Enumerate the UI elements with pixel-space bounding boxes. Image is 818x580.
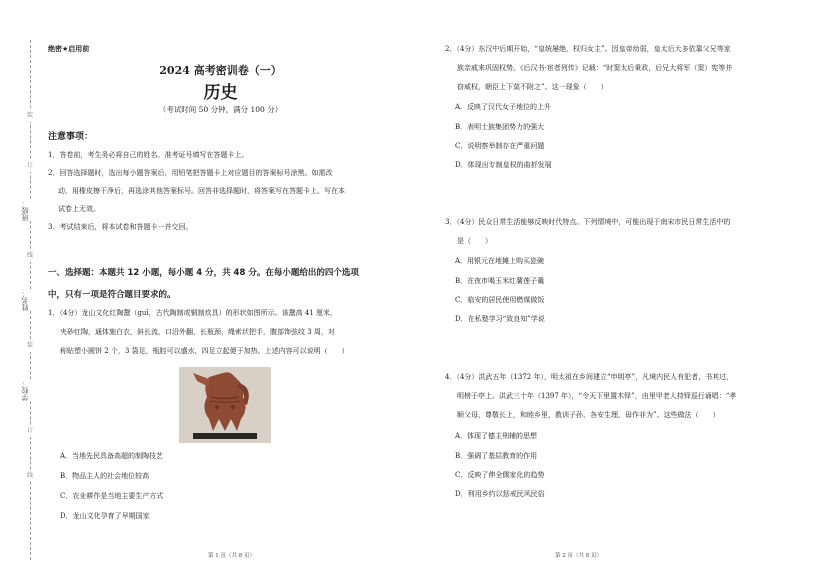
option-a: A．用银元在地摊上购买瓷碗 bbox=[455, 257, 545, 265]
question-line: 窃威权，朝臣上下莫不附之”。这一现象（ ） bbox=[457, 83, 608, 91]
question-line: 是（ ） bbox=[457, 237, 492, 245]
option-b: B．表明士族集团势力的强大 bbox=[455, 123, 545, 131]
section-heading-line: 一、选择题：本题共 12 小题，每小题 4 分，共 48 分。在每小题给出的四个选项 bbox=[48, 268, 359, 278]
seal-char: 装 bbox=[24, 340, 36, 352]
name-label: 姓名： bbox=[18, 290, 32, 311]
question-2-stem bbox=[445, 40, 785, 97]
option-b: B．在夜市喝玉米红薯莲子羹 bbox=[455, 277, 545, 285]
subject-title: 历史 bbox=[203, 83, 238, 103]
option-d: D．龙山文化孕育了早期国家 bbox=[60, 512, 150, 520]
option-c: C．临安的居民使用燃煤做饭 bbox=[455, 296, 545, 304]
question-1-stem bbox=[48, 304, 388, 361]
option-d: D．体现出专制皇权的曲折发展 bbox=[455, 161, 552, 169]
school-label: 学校： bbox=[18, 380, 32, 401]
notice-item: 2．回答选择题时，选出每小题答案后，用铅笔把答题卡上对应题目的答案标号涂黑。如需改 bbox=[48, 169, 333, 177]
exam-info: （考试时间 50 分钟，满分 100 分） bbox=[158, 105, 283, 114]
notice-heading: 注意事项： bbox=[48, 132, 94, 142]
class-label: 班级： bbox=[18, 200, 32, 221]
seal-char: 装 bbox=[24, 110, 36, 122]
page-number: 第 2 页（共 8 页） bbox=[555, 553, 602, 559]
notice-item: 动，用橡皮擦干净后，再选涂其他答案标号。回答非选择题时，将答案写在答题卡上。写在本 bbox=[58, 187, 345, 195]
seal-char: 订 bbox=[24, 425, 36, 437]
option-b: B．物品主人的社会地位较高 bbox=[60, 472, 150, 480]
option-a: A．当地先民具备高超的制陶技艺 bbox=[60, 452, 164, 460]
question-line: 1．（4分）龙山文化红陶鬶（guī，古代陶制或铜制炊具）的形状如图所示。该鬶高 41 厘米， bbox=[48, 309, 337, 317]
option-a: A．体现了德主刑辅的思想 bbox=[455, 432, 538, 440]
question-4-stem bbox=[445, 368, 785, 425]
question-3-stem bbox=[445, 213, 785, 251]
notice-item: 1．答卷前，考生务必将自己的姓名、准考证号填写在答题卡上。 bbox=[48, 151, 249, 159]
pottery-vessel-image bbox=[179, 367, 271, 443]
page-number: 第 1 页（共 8 页） bbox=[208, 553, 255, 559]
question-line: 称贴塑小圆饼 2 个，3 袋足，瓶腔可以盛水，四足立起便于加热。上述内容可以说明（ ） bbox=[60, 347, 349, 355]
option-a: A．反映了汉代女子地位的上升 bbox=[455, 103, 552, 111]
question-line: 3．（4分）民众日常生活能够反映时代特点。下列情境中，可能出现于南宋市民日常生活中的 bbox=[445, 218, 731, 226]
question-line: 夹砂红陶，通体施白衣，斜长流，口沿外翻，长瓶颈，绳索状把手，腹部饰弦纹 3 周，对 bbox=[60, 328, 335, 336]
question-line: 明榜于亭上。洪武三十年（1397 年），“令天下里置木铎”，由里甲老人持铎巡行诵唱：“孝 bbox=[457, 392, 737, 400]
section-heading-line: 中，只有一项是符合题目要求的。 bbox=[48, 290, 176, 300]
notice-item: 3．考试结束后，将本试卷和答题卡一并交回。 bbox=[48, 223, 193, 231]
exam-title: 2024 高考密训卷（一） bbox=[159, 64, 282, 77]
option-d: D．利用乡约以惩戒民风民俗 bbox=[455, 490, 545, 498]
option-c: C．说明察举制存在严重问题 bbox=[455, 142, 545, 150]
secret-mark: 绝密★启用前 bbox=[48, 45, 90, 53]
option-b: B．强调了基层教育的作用 bbox=[455, 452, 538, 460]
seal-char: 订 bbox=[24, 160, 36, 172]
option-c: C．反映了伸全儒家化的趋势 bbox=[455, 471, 545, 479]
question-line: 族亲戚来巩固权势。《后汉书·宦者列传》记载：“时窦太后秉政，后兄大将军（窦）宪等并 bbox=[457, 64, 733, 72]
seal-char: 线 bbox=[24, 470, 36, 482]
notice-item: 试卷上无效。 bbox=[58, 205, 100, 213]
notice-list bbox=[48, 146, 393, 236]
seal-char: 线 bbox=[24, 250, 36, 262]
option-d: D．在私塾学习“致良知”学说 bbox=[455, 315, 545, 323]
option-c: C．农业耕作是当地主要生产方式 bbox=[60, 492, 164, 500]
question-line: 顺父母，尊敬长上，和睦乡里，教训子孙，各安生理，毋作非为”。这些做法（ ） bbox=[457, 411, 720, 419]
section-heading bbox=[48, 262, 393, 306]
question-line: 4．（4分）洪武五年（1372 年），明太祖在乡间建立“申明亭”，凡境内民人有犯者，书其过， bbox=[445, 373, 734, 381]
question-line: 2．（4分）东汉中后期开始，“皇统屡绝，权归女主”。因皇帝幼弱，皇太后大多依靠父兄等家 bbox=[445, 45, 731, 53]
